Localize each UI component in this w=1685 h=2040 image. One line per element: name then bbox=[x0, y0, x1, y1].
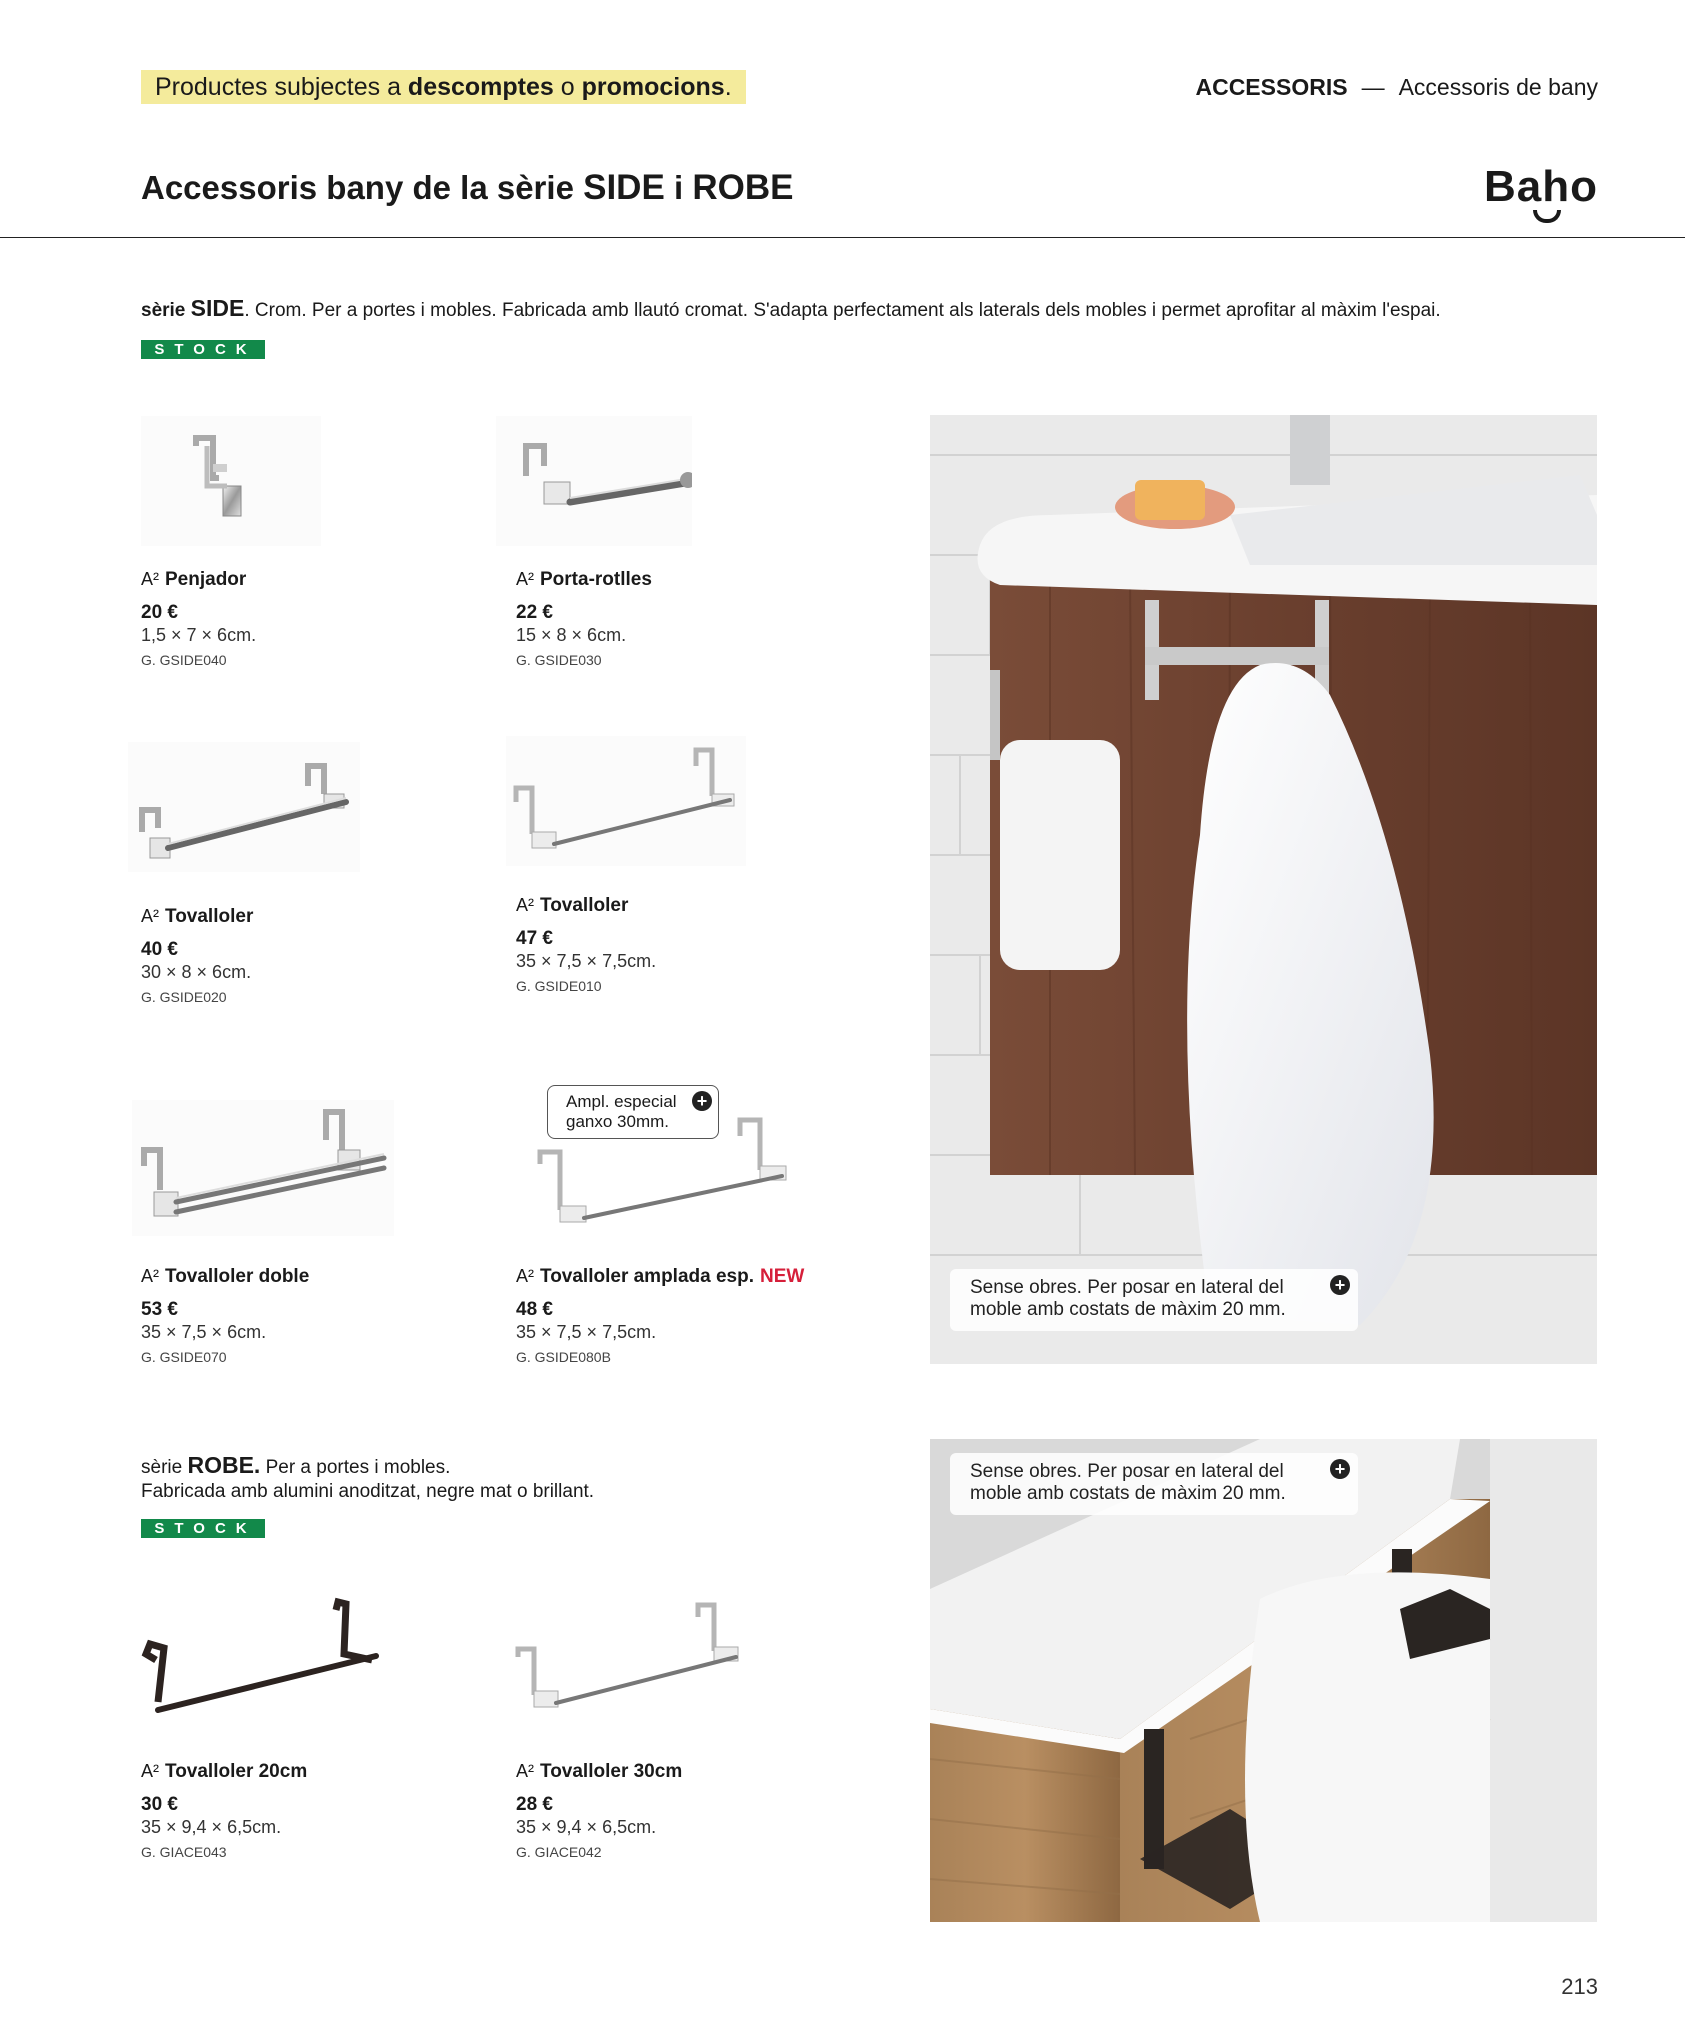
breadcrumb: ACCESSORIS — Accessoris de bany bbox=[1195, 74, 1598, 100]
product-dimensions: 35 × 7,5 × 6cm. bbox=[141, 1322, 267, 1342]
product-code: G. GSIDE040 bbox=[141, 652, 227, 668]
product-image-tovalloler-30cm[interactable] bbox=[506, 1595, 756, 1725]
product-name[interactable]: Penjador bbox=[165, 569, 247, 590]
bathroom-cabinet-photo bbox=[930, 415, 1597, 1364]
product-price: 53 € bbox=[141, 1299, 178, 1320]
product-code: G. GSIDE070 bbox=[141, 1349, 227, 1365]
product-code: G. GSIDE010 bbox=[516, 978, 602, 994]
black-towel-bar-icon bbox=[132, 1590, 394, 1730]
hook-icon bbox=[141, 416, 321, 546]
product-dimensions: 35 × 9,4 × 6,5cm. bbox=[141, 1817, 282, 1837]
product-name[interactable]: Tovalloler 30cm bbox=[540, 1761, 683, 1782]
product-dimensions: 30 × 8 × 6cm. bbox=[141, 962, 252, 982]
product-code: G. GIACE043 bbox=[141, 1844, 227, 1860]
product-info: A² Penjador 20 € 1,5 × 7 × 6cm. G. GSIDE040 bbox=[141, 568, 256, 672]
product-code: G. GSIDE020 bbox=[141, 989, 227, 1005]
product-image-tovalloler-20cm[interactable] bbox=[132, 1590, 394, 1730]
product-image-tovalloler-30[interactable] bbox=[128, 742, 360, 872]
product-name[interactable]: Tovalloler amplada esp. bbox=[540, 1266, 755, 1287]
product-price: 22 € bbox=[516, 602, 553, 623]
towel-bar-icon bbox=[506, 1595, 756, 1725]
product-image-penjador[interactable] bbox=[141, 416, 321, 546]
towel-bar-icon bbox=[128, 742, 360, 872]
product-info: A² Tovalloler 47 € 35 × 7,5 × 7,5cm. G. GSIDE010 bbox=[516, 894, 656, 998]
product-image-tovalloler-35[interactable] bbox=[506, 736, 746, 866]
plus-icon[interactable]: + bbox=[692, 1091, 712, 1111]
plus-icon[interactable]: + bbox=[1330, 1459, 1350, 1479]
page-title: Accessoris bany de la sèrie SIDE i ROBE bbox=[141, 168, 794, 207]
side-photo-note: Sense obres. Per posar en lateral del moble amb costats de màxim 20 mm. + bbox=[950, 1269, 1358, 1331]
product-info: A² Tovalloler 30cm 28 € 35 × 9,4 × 6,5cm. G. GIACE042 bbox=[516, 1760, 682, 1864]
product-name[interactable]: Porta-rotlles bbox=[540, 569, 652, 590]
promo-banner: Productes subjectes a descomptes o promocions. bbox=[141, 70, 746, 104]
product-price: 30 € bbox=[141, 1794, 178, 1815]
breadcrumb-subcategory[interactable]: Accessoris de bany bbox=[1398, 74, 1598, 100]
product-code: G. GSIDE030 bbox=[516, 652, 602, 668]
product-name[interactable]: Tovalloler doble bbox=[165, 1266, 310, 1287]
product-info: A² Tovalloler amplada esp. NEW 48 € 35 × 7,5 × 7,5cm. G. GSIDE080B bbox=[516, 1265, 804, 1369]
product-name[interactable]: Tovalloler bbox=[540, 895, 629, 916]
brand-smile-icon bbox=[1533, 210, 1561, 223]
product-price: 47 € bbox=[516, 928, 553, 949]
product-dimensions: 35 × 7,5 × 7,5cm. bbox=[516, 1322, 657, 1342]
product-price: 28 € bbox=[516, 1794, 553, 1815]
towel-bar-icon bbox=[506, 736, 746, 866]
product-image-porta-rotlles[interactable] bbox=[496, 416, 692, 546]
brand-logo: Baho bbox=[1484, 162, 1598, 211]
robe-photo-note: Sense obres. Per posar en lateral del moble amb costats de màxim 20 mm. + bbox=[950, 1453, 1358, 1515]
product-name[interactable]: Tovalloler bbox=[165, 906, 254, 927]
product-price: 20 € bbox=[141, 602, 178, 623]
page-number: 213 bbox=[1561, 1974, 1598, 1999]
breadcrumb-category[interactable]: ACCESSORIS bbox=[1195, 74, 1348, 100]
product-code: G. GSIDE080B bbox=[516, 1349, 611, 1365]
product-dimensions: 15 × 8 × 6cm. bbox=[516, 625, 627, 645]
roll-holder-icon bbox=[496, 416, 692, 546]
product-name[interactable]: Tovalloler 20cm bbox=[165, 1761, 308, 1782]
robe-lifestyle-photo bbox=[930, 1439, 1597, 1922]
product-price: 48 € bbox=[516, 1299, 553, 1320]
product-info: A² Tovalloler 20cm 30 € 35 × 9,4 × 6,5cm. G. GIACE043 bbox=[141, 1760, 307, 1864]
double-towel-bar-icon bbox=[132, 1100, 394, 1236]
product-code: G. GIACE042 bbox=[516, 1844, 602, 1860]
product-dimensions: 35 × 9,4 × 6,5cm. bbox=[516, 1817, 657, 1837]
robe-stock-badge: STOCK bbox=[141, 1519, 265, 1538]
product-dimensions: 35 × 7,5 × 7,5cm. bbox=[516, 951, 657, 971]
product-image-tovalloler-doble[interactable] bbox=[132, 1100, 394, 1236]
product-info: A² Porta-rotlles 22 € 15 × 8 × 6cm. G. GSIDE030 bbox=[516, 568, 652, 672]
special-width-badge: Ampl. especial ganxo 30mm. + bbox=[547, 1085, 719, 1139]
product-info: A² Tovalloler 40 € 30 × 8 × 6cm. G. GSIDE020 bbox=[141, 905, 253, 1009]
robe-series-intro: sèrie ROBE. Per a portes i mobles. Fabricada amb alumini anoditzat, negre mat o brillant. bbox=[141, 1452, 595, 1502]
product-info: A² Tovalloler doble 53 € 35 × 7,5 × 6cm. G. GSIDE070 bbox=[141, 1265, 309, 1369]
side-stock-badge: STOCK bbox=[141, 340, 265, 359]
side-lifestyle-photo bbox=[930, 415, 1597, 1364]
plus-icon[interactable]: + bbox=[1330, 1275, 1350, 1295]
new-badge: NEW bbox=[760, 1266, 805, 1287]
product-price: 40 € bbox=[141, 939, 178, 960]
header-divider bbox=[0, 237, 1685, 238]
product-dimensions: 1,5 × 7 × 6cm. bbox=[141, 625, 257, 645]
side-series-intro: sèrie SIDE. Crom. Per a portes i mobles. Fabricada amb llautó cromat. S'adapta perfectament als laterals dels mobles i permet aprofitar al màxim l'espai. bbox=[141, 295, 1441, 321]
